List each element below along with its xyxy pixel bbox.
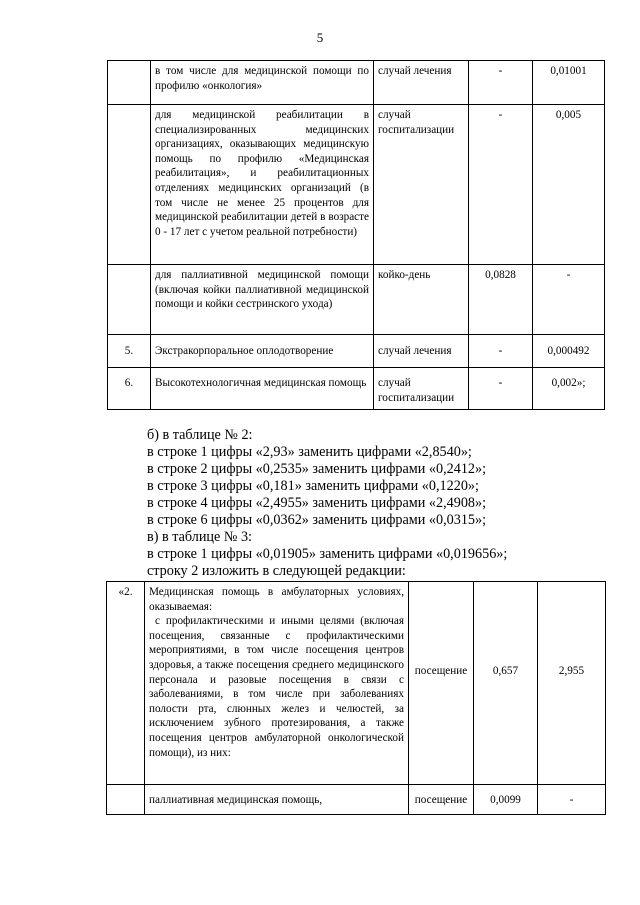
paragraph-b: б) в таблице № 2: xyxy=(147,427,253,443)
table-row xyxy=(108,61,605,105)
row-value-2: - xyxy=(538,785,606,815)
paragraph-line: в строке 2 цифры «0,2535» заменить цифрами «0,2412»; xyxy=(147,461,487,477)
row-name-detail: с профилактическими и иными целями (включая посещения, связанные с профилактическими мероприятиями, в том числе посещения центров здоровья, а также посещения среднего медицинского персонала и разовые посещения в связи с заболеваниями, в том числе при заболеваниях полости рта, слюнных желез и челюстей, за исключением зубного протезирования, а также посещения центров амбулаторной онкологической помощи), из них: xyxy=(149,615,404,759)
paragraph-line: в строке 3 цифры «0,181» заменить цифрами «0,1220»; xyxy=(147,478,479,494)
table-row xyxy=(108,368,605,410)
row-value-2: 0,002»; xyxy=(533,368,605,410)
paragraph-v: в) в таблице № 3: xyxy=(147,529,252,545)
row-number xyxy=(108,265,151,335)
row-value-2: - xyxy=(533,265,605,335)
row-value-1: - xyxy=(469,335,533,368)
row-unit: случай госпитализации xyxy=(374,368,469,410)
row-name: в том числе для медицинской помощи по профилю «онкология» xyxy=(151,61,374,105)
row-name: для паллиативной медицинской помощи (включая койки паллиативной медицинской помощи и койки сестринского ухода) xyxy=(151,265,374,335)
row-number: 6. xyxy=(108,368,151,410)
table-row xyxy=(107,785,606,815)
row-unit: случай лечения xyxy=(374,61,469,105)
table-volumes-part xyxy=(107,60,605,410)
row-unit: посещение xyxy=(409,582,474,785)
paragraph-line: строку 2 изложить в следующей редакции: xyxy=(147,563,406,579)
row-number: 5. xyxy=(108,335,151,368)
row-value-1: - xyxy=(469,368,533,410)
row-name: Экстракорпоральное оплодотворение xyxy=(151,335,374,368)
row-value-1: 0,0099 xyxy=(474,785,538,815)
row-name: Высокотехнологичная медицинская помощь xyxy=(151,368,374,410)
row-value-2: 0,000492 xyxy=(533,335,605,368)
paragraph-line: в строке 6 цифры «0,0362» заменить цифрами «0,0315»; xyxy=(147,512,487,528)
row-number xyxy=(107,785,145,815)
row-name: паллиативная медицинская помощь, xyxy=(145,785,409,815)
row-value-2: 0,005 xyxy=(533,105,605,265)
paragraph-line: в строке 1 цифры «2,93» заменить цифрами «2,8540»; xyxy=(147,444,472,460)
page-number: 5 xyxy=(316,30,324,45)
table-row xyxy=(108,105,605,265)
row-number xyxy=(108,105,151,265)
row-name xyxy=(145,582,409,785)
row-value-2: 0,01001 xyxy=(533,61,605,105)
row-unit: койко-день xyxy=(374,265,469,335)
table-3-row-2 xyxy=(106,581,606,815)
row-value-2: 2,955 xyxy=(538,582,606,785)
row-number xyxy=(108,61,151,105)
row-unit: случай лечения xyxy=(374,335,469,368)
paragraph-line: в строке 4 цифры «2,4955» заменить цифрами «2,4908»; xyxy=(147,495,487,511)
row-name: для медицинской реабилитации в специализированных медицинских организациях, оказывающих медицинскую помощь по профилю «Медицинская реабилитация», и реабилитационных отделениях медицинских организаций (в том числе не менее 25 процентов для медицинской реабилитации детей в возрасте 0 - 17 лет с учетом реальной потребности) xyxy=(151,105,374,265)
row-value-1: - xyxy=(469,105,533,265)
row-value-1: 0,657 xyxy=(474,582,538,785)
row-name-heading: Медицинская помощь в амбулаторных условиях, оказываемая: xyxy=(149,586,404,613)
row-value-1: - xyxy=(469,61,533,105)
table-row xyxy=(107,582,606,785)
paragraph-line: в строке 1 цифры «0,01905» заменить цифрами «0,019656»; xyxy=(147,546,508,562)
row-unit: случай госпитализации xyxy=(374,105,469,265)
row-number: «2. xyxy=(107,582,145,785)
row-value-1: 0,0828 xyxy=(469,265,533,335)
row-unit: посещение xyxy=(409,785,474,815)
table-row xyxy=(108,335,605,368)
table-row xyxy=(108,265,605,335)
